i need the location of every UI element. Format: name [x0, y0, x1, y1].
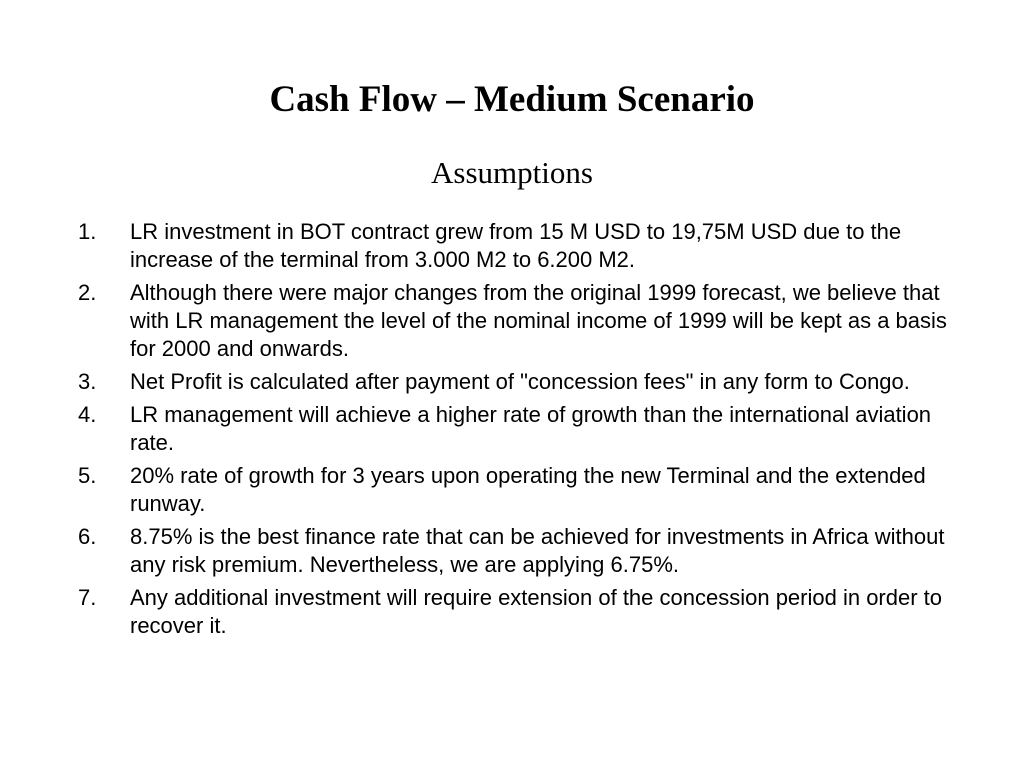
- list-item-text: 20% rate of growth for 3 years upon operating the new Terminal and the extended runway.: [130, 463, 926, 516]
- list-item: [78, 462, 958, 518]
- list-item: [78, 279, 958, 363]
- list-item: [78, 218, 958, 274]
- list-item-text: Net Profit is calculated after payment of "concession fees" in any form to Congo.: [130, 369, 910, 394]
- slide-subtitle: Assumptions: [431, 155, 593, 190]
- list-item-number: 5.: [78, 463, 97, 488]
- list-item-text: LR investment in BOT contract grew from 15 M USD to 19,75M USD due to the increase of the terminal from 3.000 M2 to 6.200 M2.: [130, 219, 902, 272]
- list-item-text: Any additional investment will require extension of the concession period in order to recover it.: [130, 585, 943, 638]
- list-item: [78, 584, 958, 640]
- slide-title: Cash Flow – Medium Scenario: [269, 79, 755, 120]
- list-item-text: Although there were major changes from the original 1999 forecast, we believe that with LR management the level of the nominal income of 1999 will be kept as a basis for 2000 and onwards.: [130, 280, 947, 361]
- assumptions-list: [78, 218, 958, 645]
- list-item-number: 3.: [78, 369, 97, 394]
- list-item-number: 1.: [78, 219, 97, 244]
- list-item-text: 8.75% is the best finance rate that can be achieved for investments in Africa without any risk premium. Nevertheless, we are applying 6.75%.: [130, 524, 945, 577]
- list-item-number: 6.: [78, 524, 97, 549]
- list-item-number: 7.: [78, 585, 97, 610]
- list-item: [78, 368, 958, 396]
- list-item: [78, 401, 958, 457]
- list-item-number: 2.: [78, 280, 97, 305]
- list-item: [78, 523, 958, 579]
- list-item-number: 4.: [78, 402, 97, 427]
- list-item-text: LR management will achieve a higher rate of growth than the international aviation rate.: [130, 402, 932, 455]
